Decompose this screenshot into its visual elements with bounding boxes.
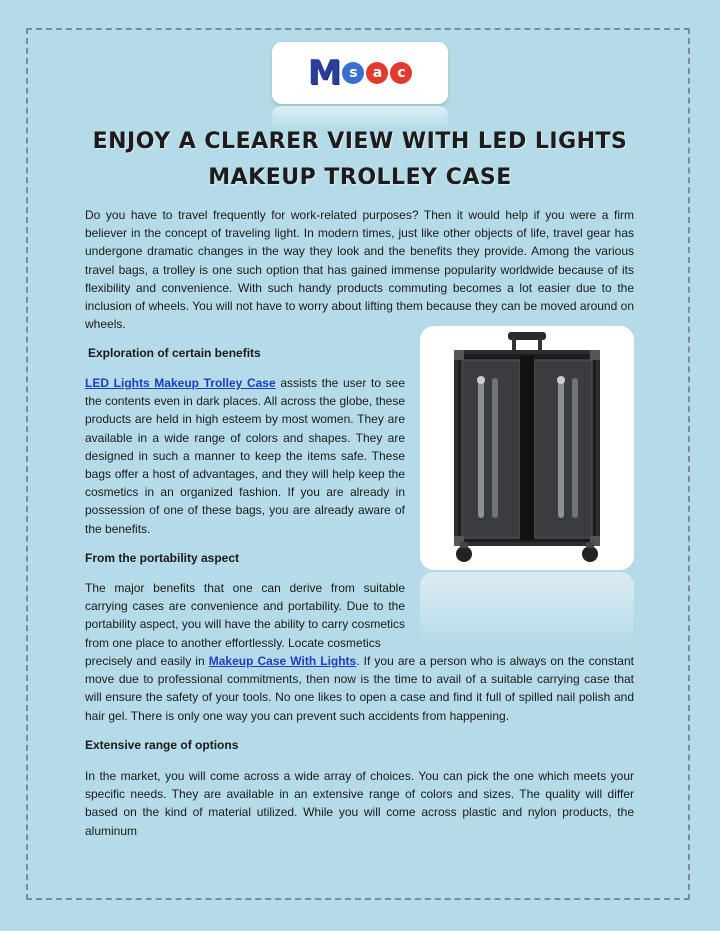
- benefits-paragraph: [85, 374, 405, 538]
- logo-letter-c: c: [390, 62, 412, 84]
- options-paragraph: In the market, you will come across a wide array of choices. You can pick the one which meets your specific needs. They are available in an extensive range of colors and sizes. The quality will differ based on the kind of material utilized. While you will come across plastic and nylon products, the aluminum: [85, 769, 634, 838]
- product-image: [420, 326, 634, 570]
- portability-paragraph-a: The major benefits that one can derive from suitable carrying cases are convenience and portability. Due to the portability aspect, you will have the ability to carry cosmetics from one place to another effortlessly. Locate cosmetics: [85, 581, 405, 650]
- page-title: [40, 124, 680, 196]
- product-reflection: [420, 572, 634, 644]
- benefits-text: assists the user to see the contents even in dark places. All across the globe, these products are held in high esteem by most women. They are available in a wide range of colors and shapes. They are designed in such a manner to keep the items safe. These bags offer a host of advantages, and they will help keep the cosmetics in an organized fashion. If you are already in possession of one of these bags, you are already aware of the benefits.: [85, 376, 405, 536]
- logo-letter-s: s: [342, 62, 364, 84]
- section-heading-benefits: Exploration of certain benefits: [88, 346, 261, 360]
- led-lights-makeup-trolley-case-link[interactable]: LED Lights Makeup Trolley Case: [85, 376, 276, 390]
- portability-paragraph-b: [85, 652, 634, 725]
- section-heading-options: Extensive range of options: [85, 738, 239, 752]
- logo-letter-a: a: [366, 62, 388, 84]
- intro-paragraph: Do you have to travel frequently for work-related purposes? Then it would help if you were a firm believer in the concept of traveling light. In modern times, just like other objects of life, travel gear has undergone dramatic changes in the way they look and the benefits they provide. Among the various travel bags, a trolley is one such option that has gained immense popularity worldwide because of its flexibility and convenience. With such handy products commuting becomes a lot easier due to the inclusion of wheels. You will not have to worry about lifting them because they can be moved around on wheels.: [85, 208, 634, 332]
- makeup-case-with-lights-link[interactable]: Makeup Case With Lights: [208, 654, 357, 668]
- portability-text-post: . If you are a person who is always on the constant move due to professional commitments, then now is the time to avail of a suitable carrying case that will ensure the safety of your tools. No one likes to open a case and find it full of spilled nail polish and hair gel. There is only one way you can prevent such accidents from happening.: [85, 654, 634, 723]
- trolley-case-icon: [420, 326, 634, 570]
- logo-letter-m: M: [307, 53, 341, 93]
- title-line-1: ENJOY A CLEARER VIEW WITH LED LIGHTS: [92, 129, 628, 154]
- portability-text-pre: precisely and easily in: [85, 654, 209, 668]
- title-line-2: MAKEUP TROLLEY CASE: [208, 165, 512, 190]
- logo: [272, 42, 448, 104]
- section-heading-portability: From the portability aspect: [85, 551, 240, 565]
